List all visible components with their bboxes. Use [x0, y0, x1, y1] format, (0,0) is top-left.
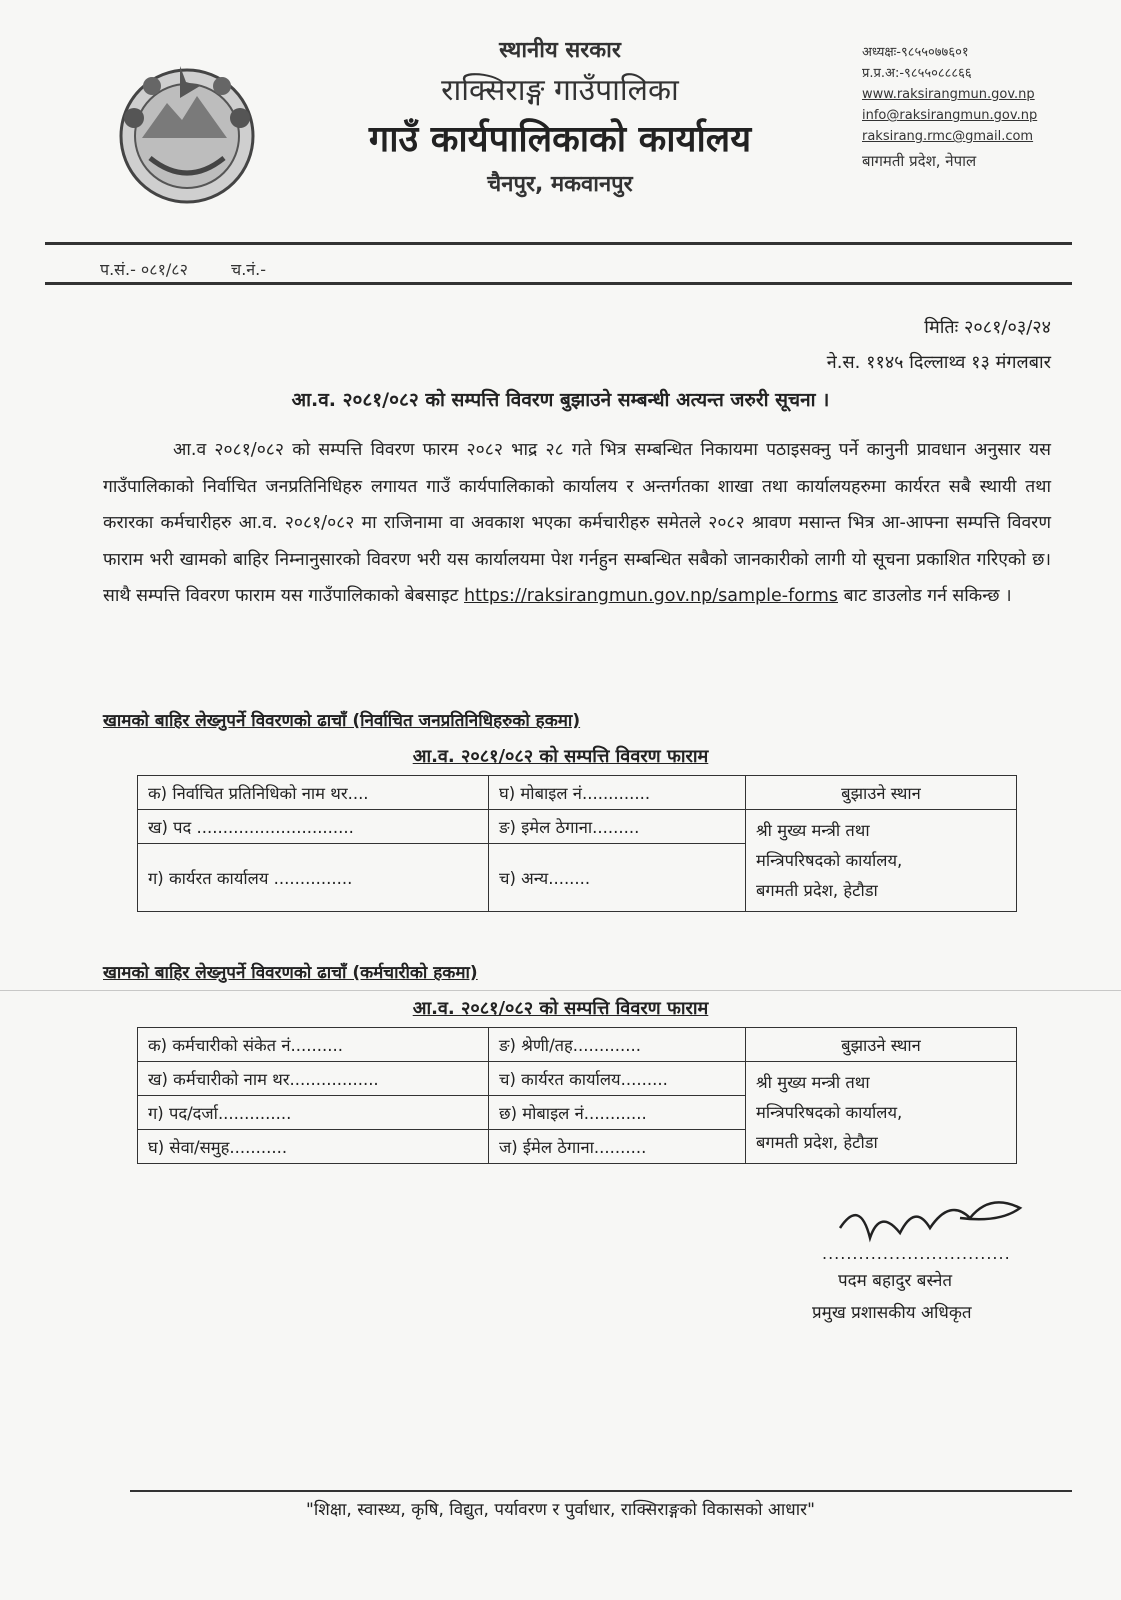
email-link-gmail[interactable]: raksirang.rmc@gmail.com [862, 129, 1034, 144]
email-link-info[interactable]: info@raksirangmun.gov.np [862, 108, 1038, 123]
reference-line [100, 258, 304, 280]
footer-divider [130, 1490, 1072, 1492]
table-cell: ख) पद .............................. [138, 810, 489, 844]
table-cell: ग) पद/दर्जा.............. [138, 1096, 489, 1130]
section1-form-title: आ.व. २०८१/०८२ को सम्पत्ति विवरण फाराम [412, 746, 709, 767]
table-cell: क) निर्वाचित प्रतिनिधिको नाम थर.... [138, 776, 489, 810]
notice-body [103, 432, 1051, 615]
office-header [300, 34, 820, 198]
table-cell: ङ) इमेल ठेगाना......... [489, 810, 746, 844]
contact-block [862, 42, 1037, 172]
table-cell: घ) मोबाइल नं............. [489, 776, 746, 810]
scan-smudge [0, 990, 1121, 991]
submit-place-header: बुझाउने स्थान [746, 1028, 1017, 1062]
section2-title: खामको बाहिर लेख्नुपर्ने विवरणको ढाचाँ (कर्मचारीको हकमा) [103, 963, 478, 983]
submit-place [746, 1062, 1017, 1164]
signatory-name: पदम बहादुर बस्नेत [838, 1271, 953, 1291]
header-address: चैनपुर, मकवानपुर [487, 172, 633, 197]
submit-place-line: श्री मुख्य मन्त्री तथा [756, 1072, 870, 1092]
header-municipality-name: राक्सिराङ्ग गाउँपालिका [441, 73, 679, 108]
submit-place-line: श्री मुख्य मन्त्री तथा [756, 820, 870, 840]
submit-place-line: बगमती प्रदेश, हेटौडा [756, 1132, 878, 1152]
header-divider-top [45, 242, 1072, 245]
website-link[interactable]: www.raksirangmun.gov.np [862, 87, 1035, 102]
body-paragraph: आ.व २०८१/०८२ को सम्पत्ति विवरण फारम २०८२ भाद्र २८ गते भित्र सम्बन्धित निकायमा पठाइसक्नु पर्ने कानुनी प्रावधान अनुसार यस गाउँपालिकाको निर्वाचित जनप्रतिनिधिहरु लगायत गाउँ कार्यपालिकाको कार्यालय र अन्तर्गतका शाखा तथा कार्यालयहरुमा कार्यरत सबै स्थायी तथा करारका कर्मचारीहरु आ.व. २०८१/०८२ मा राजिनामा वा अवकाश भएका कर्मचारीहरु समेतले २०८२ श्रावण मसान्त भित्र आ-आफ्ना सम्पत्ति विवरण फाराम भरी खामको बाहिर निम्नानुसारको विवरण भरी यस कार्यालयमा पेश गर्नहुन सम्बन्धित सबैको जानकारीको लागी यो सूचना प्रकाशित गरिएको छ।साथै सम्पत्ति विवरण फाराम यस गाउँपालिकाको बेबसाइट [103, 440, 1051, 606]
table-cell: ग) कार्यरत कार्यालय ............... [138, 844, 489, 912]
date-bs: मितिः २०८१/०३/२४ [924, 317, 1051, 338]
submit-place-line: बगमती प्रदेश, हेटौडा [756, 880, 878, 900]
table-cell: ज) ईमेल ठेगाना.......... [489, 1130, 746, 1164]
table-cell: घ) सेवा/समुह........... [138, 1130, 489, 1164]
submit-place-header: बुझाउने स्थान [746, 776, 1017, 810]
signature-dots: ............................... [822, 1244, 1011, 1263]
footer-motto: "शिक्षा, स्वास्थ्य, कृषि, विद्युत, पर्यावरण र पुर्वाधार, राक्सिराङ्गको विकासको आधार" [306, 1500, 815, 1520]
nepal-government-emblem-icon [112, 58, 262, 208]
table-cell: च) कार्यरत कार्यालय......... [489, 1062, 746, 1096]
header-office-name: गाउँ कार्यपालिकाको कार्यालय [368, 119, 752, 160]
cn-number: च.नं.- [231, 260, 267, 279]
province-text: बागमती प्रदेश, नेपाल [862, 152, 977, 170]
table-cell: ख) कर्मचारीको नाम थर................. [138, 1062, 489, 1096]
chair-phone: अध्यक्षः-९८५५०७७६०१ [862, 45, 969, 60]
submit-place-line: मन्त्रिपरिषदको कार्यालय, [756, 1102, 903, 1122]
notice-subject: आ.व. २०८१/०८२ को सम्पत्ति विवरण बुझाउने सम्बन्धी अत्यन्त जरुरी सूचना । [291, 389, 830, 411]
header-local-government: स्थानीय सरकार [499, 38, 621, 63]
ps-number: प.सं.- ०८१/८२ [100, 260, 188, 279]
section1-title: खामको बाहिर लेख्नुपर्ने विवरणको ढाचाँ (निर्वाचित जनप्रतिनिधिहरुको हकमा) [103, 711, 581, 731]
submit-place-line: मन्त्रिपरिषदको कार्यालय, [756, 850, 903, 870]
table-cell: क) कर्मचारीको संकेत नं.......... [138, 1028, 489, 1062]
sample-forms-link[interactable]: https://raksirangmun.gov.np/sample-forms [464, 586, 839, 606]
date-ns: ने.स. ११४५ दिल्लाथ्व १३ मंगलबार [826, 352, 1051, 373]
submit-place [746, 810, 1017, 912]
section2-form-title: आ.व. २०८१/०८२ को सम्पत्ति विवरण फाराम [412, 998, 709, 1019]
table-cell: ङ) श्रेणी/तह............. [489, 1028, 746, 1062]
table-cell: छ) मोबाइल नं............ [489, 1096, 746, 1130]
section1-table [137, 775, 1017, 912]
header-divider-bottom [45, 282, 1072, 285]
cao-phone: प्र.प्र.अ:-९८५५०८८८६६ [862, 66, 972, 81]
signatory-title: प्रमुख प्रशासकीय अधिकृत [812, 1303, 972, 1323]
section2-table [137, 1027, 1017, 1164]
table-cell: च) अन्य........ [489, 844, 746, 912]
body-tail: बाट डाउलोड गर्न सकिन्छ । [838, 586, 1012, 606]
